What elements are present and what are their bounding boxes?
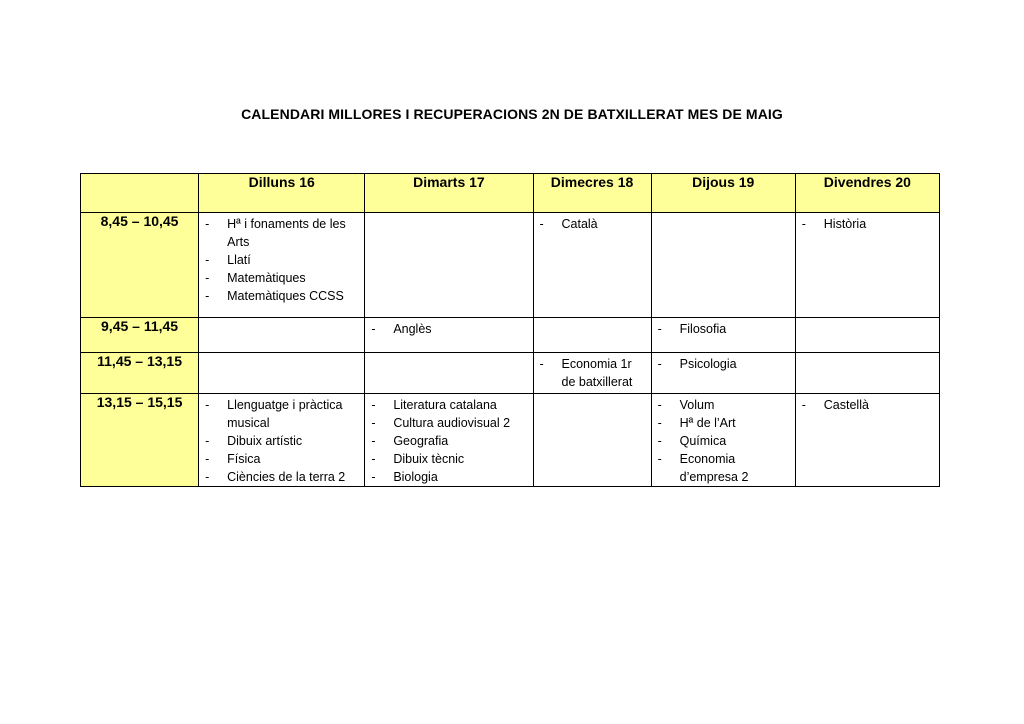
subject-item: - Història <box>800 215 935 233</box>
subject-item: - Matemàtiques <box>203 269 360 287</box>
day-header-thursday: Dijous 19 <box>651 174 795 213</box>
subject-list <box>534 353 651 391</box>
subject-item: - Ciències de la terra 2 <box>203 468 360 486</box>
subject-item: - Geografia <box>369 432 528 450</box>
cell-thursday <box>651 353 795 394</box>
subject-list <box>652 394 795 486</box>
subject-list <box>365 394 532 486</box>
cell-wednesday <box>533 213 651 318</box>
cell-friday <box>795 213 939 318</box>
subject-item: - Llatí <box>203 251 360 269</box>
header-row <box>81 174 940 213</box>
table-row <box>81 318 940 353</box>
subject-item: - Volum <box>656 396 791 414</box>
cell-tuesday <box>365 213 533 318</box>
subject-list <box>199 394 364 486</box>
cell-wednesday <box>533 318 651 353</box>
corner-cell <box>81 174 199 213</box>
subject-item: - Física <box>203 450 360 468</box>
day-header-wednesday: Dimecres 18 <box>533 174 651 213</box>
subject-item: - Dibuix artístic <box>203 432 360 450</box>
subject-list <box>796 213 939 233</box>
subject-item: - Cultura audiovisual 2 <box>369 414 528 432</box>
time-slot: 8,45 – 10,45 <box>81 213 199 318</box>
subject-item: - Català <box>538 215 647 233</box>
cell-monday <box>199 318 365 353</box>
cell-thursday <box>651 394 795 487</box>
cell-thursday <box>651 318 795 353</box>
day-header-tuesday: Dimarts 17 <box>365 174 533 213</box>
cell-friday <box>795 318 939 353</box>
cell-monday <box>199 353 365 394</box>
subject-item: - Psicologia <box>656 355 791 373</box>
cell-monday <box>199 394 365 487</box>
table-row <box>81 394 940 487</box>
subject-item: - Economia 1r de batxillerat <box>538 355 647 391</box>
table-row <box>81 213 940 318</box>
time-slot: 9,45 – 11,45 <box>81 318 199 353</box>
cell-monday <box>199 213 365 318</box>
subject-list <box>796 394 939 414</box>
cell-tuesday <box>365 394 533 487</box>
subject-list <box>652 318 795 338</box>
schedule-table <box>80 173 940 487</box>
time-slot: 13,15 – 15,15 <box>81 394 199 487</box>
day-header-monday: Dilluns 16 <box>199 174 365 213</box>
cell-friday <box>795 394 939 487</box>
subject-item: - Hª i fonaments de les Arts <box>203 215 360 251</box>
cell-wednesday <box>533 353 651 394</box>
subject-item: - Literatura catalana <box>369 396 528 414</box>
cell-wednesday <box>533 394 651 487</box>
cell-tuesday <box>365 318 533 353</box>
subject-item: - Hª de l’Art <box>656 414 791 432</box>
subject-list <box>199 213 364 305</box>
day-header-friday: Divendres 20 <box>795 174 939 213</box>
page-title: CALENDARI MILLORES I RECUPERACIONS 2N DE BATXILLERAT MES DE MAIG <box>241 106 783 122</box>
cell-thursday <box>651 213 795 318</box>
subject-item: - Filosofia <box>656 320 791 338</box>
subject-item: - Anglès <box>369 320 528 338</box>
subject-item: - Dibuix tècnic <box>369 450 528 468</box>
table-row <box>81 353 940 394</box>
time-slot: 11,45 – 13,15 <box>81 353 199 394</box>
subject-item: - Llenguatge i pràctica musical <box>203 396 360 432</box>
cell-friday <box>795 353 939 394</box>
subject-list <box>365 318 532 338</box>
cell-tuesday <box>365 353 533 394</box>
subject-item: - Biologia <box>369 468 528 486</box>
subject-item: - Castellà <box>800 396 935 414</box>
subject-item: - Economia d’empresa 2 <box>656 450 791 486</box>
subject-list <box>652 353 795 373</box>
subject-item: - Matemàtiques CCSS <box>203 287 360 305</box>
subject-list <box>534 213 651 233</box>
subject-item: - Química <box>656 432 791 450</box>
